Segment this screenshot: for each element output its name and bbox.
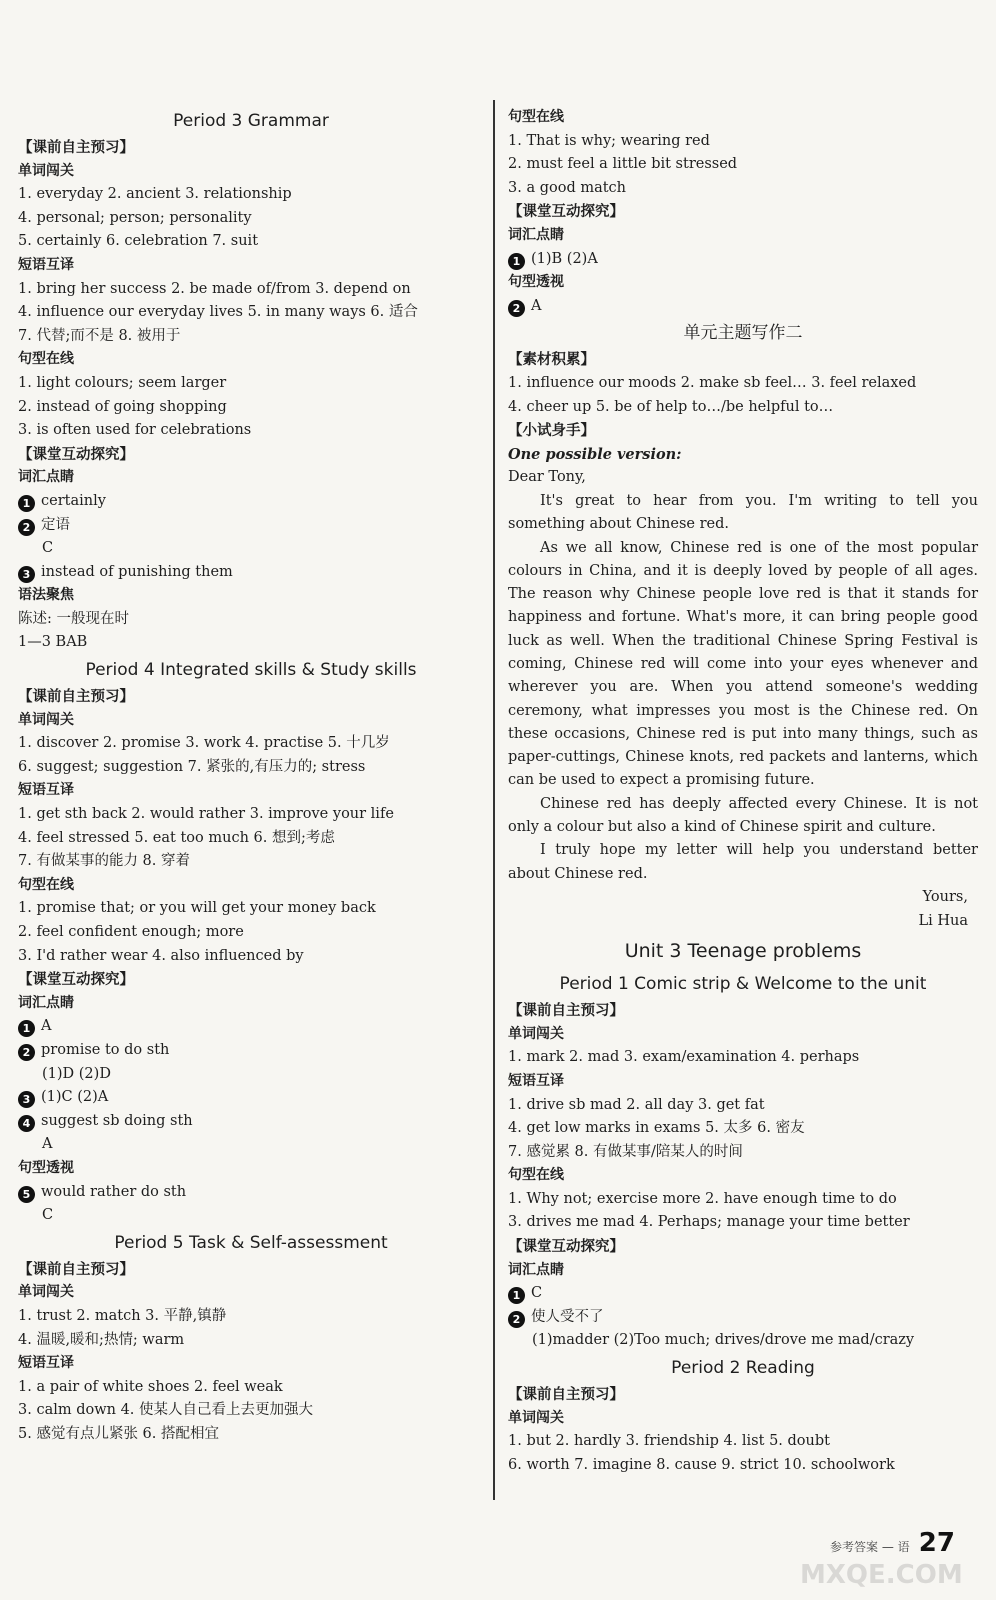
- section-header: 【素材积累】: [508, 351, 595, 369]
- answer-line: 1. mark 2. mad 3. exam/examination 4. perhaps: [508, 1049, 860, 1066]
- page-number: 27: [918, 1528, 955, 1558]
- answer-line: 7. 有做某事的能力 8. 穿着: [18, 853, 190, 870]
- subsection-label: 短语互译: [18, 1355, 74, 1372]
- signature-line: Li Hua: [918, 912, 968, 929]
- numbered-answer: [18, 561, 484, 585]
- numbered-answer: [18, 490, 484, 514]
- answer-line: 1. get sth back 2. would rather 3. improve your life: [18, 806, 394, 823]
- answer-text: (1)B (2)A: [531, 250, 598, 267]
- answer-text: C: [531, 1285, 543, 1302]
- answer-text: promise to do sth: [41, 1041, 170, 1058]
- footer-label: 参考答案 — 语: [830, 1540, 910, 1554]
- numbered-answer: [508, 295, 978, 319]
- circled-number-icon: 2: [18, 519, 35, 536]
- section-title: 单元主题写作二: [683, 323, 803, 344]
- answer-line: 1—3 BAB: [18, 634, 88, 651]
- answer-text: suggest sb doing sth: [41, 1112, 193, 1129]
- circled-number-icon: 3: [18, 566, 35, 583]
- answer-line: 3. a good match: [508, 179, 627, 196]
- answer-line: 1. discover 2. promise 3. work 4. practise 5. 十几岁: [18, 735, 390, 752]
- answer-line: 1. bring her success 2. be made of/from 3. depend on: [18, 280, 411, 297]
- circled-number-icon: 2: [508, 1311, 525, 1328]
- answer-line: C: [42, 1207, 54, 1224]
- section-title: Period 5 Task & Self-assessment: [114, 1232, 388, 1253]
- answer-line: 1. trust 2. match 3. 平静,镇静: [18, 1307, 227, 1324]
- subsection-label: 词汇点睛: [508, 226, 564, 243]
- answer-line: 2. must feel a little bit stressed: [508, 156, 738, 173]
- circled-number-icon: 4: [18, 1115, 35, 1132]
- section-title: Period 2 Reading: [671, 1358, 815, 1379]
- column-divider: [493, 100, 495, 1500]
- subsection-label: 单词闯关: [18, 711, 74, 728]
- answer-text: certainly: [41, 492, 106, 509]
- subsection-label: 词汇点睛: [508, 1261, 564, 1278]
- page-footer: [830, 1528, 970, 1568]
- essay-paragraph: Chinese red has deeply affected every Chinese. It is not only a colour but also a kind of Chinese spirit and culture.: [508, 795, 978, 836]
- numbered-answer: [18, 1015, 484, 1039]
- answer-line: 2. instead of going shopping: [18, 398, 227, 415]
- subsection-label: 单词闯关: [18, 162, 74, 179]
- answer-text: 定语: [41, 516, 70, 533]
- answer-line: 4. influence our everyday lives 5. in many ways 6. 适合: [18, 304, 418, 321]
- answer-line: 1. Why not; exercise more 2. have enough time to do: [508, 1190, 897, 1207]
- answer-line: 7. 感觉累 8. 有做某事/陪某人的时间: [508, 1143, 743, 1160]
- section-header: 【课前自主预习】: [508, 1002, 624, 1020]
- answer-line: (1)D (2)D: [42, 1065, 111, 1082]
- answer-text: A: [531, 297, 542, 314]
- answer-line: 1. drive sb mad 2. all day 3. get fat: [508, 1096, 765, 1113]
- circled-number-icon: 1: [18, 1020, 35, 1037]
- subsection-label: 短语互译: [18, 782, 74, 799]
- answer-line: 陈述: 一般现在时: [18, 610, 129, 627]
- circled-number-icon: 3: [18, 1091, 35, 1108]
- answer-line: 3. is often used for celebrations: [18, 422, 252, 439]
- subsection-label: 句型在线: [508, 1167, 564, 1184]
- subsection-label: 句型透视: [18, 1159, 74, 1176]
- subsection-label: 单词闯关: [508, 1025, 564, 1042]
- essay-paragraph: It's great to hear from you. I'm writing to tell you something about Chinese red.: [508, 492, 978, 533]
- answer-line: Dear Tony,: [508, 469, 586, 486]
- answer-line: 4. get low marks in exams 5. 太多 6. 密友: [508, 1120, 805, 1137]
- section-header: 【课前自主预习】: [508, 1386, 624, 1404]
- answer-line: 6. suggest; suggestion 7. 紧张的,有压力的; stress: [18, 758, 366, 775]
- numbered-answer: [508, 248, 978, 272]
- answer-line: (1)madder (2)Too much; drives/drove me mad/crazy: [532, 1332, 915, 1349]
- section-header: 【课前自主预习】: [18, 688, 134, 706]
- subsection-label: 句型在线: [508, 109, 564, 125]
- answer-line: 1. but 2. hardly 3. friendship 4. list 5. doubt: [508, 1433, 830, 1450]
- left-column: [18, 106, 484, 1446]
- section-header: 【小试身手】: [508, 422, 595, 440]
- circled-number-icon: 2: [508, 300, 525, 317]
- section-title: Period 3 Grammar: [173, 111, 329, 131]
- subsection-label: 句型在线: [18, 876, 74, 893]
- watermark: MXQE.COM: [800, 1560, 963, 1590]
- numbered-answer: [508, 1306, 978, 1330]
- essay-paragraph: As we all know, Chinese red is one of the most popular colours in China, and it is deeply loved by people of all ages. The reason why Chinese people love red is that it stands for happiness and fortune. What's more, it can bring people good luck as well. When the traditional Chinese Spring Festival is coming, Chinese red will come into your eyes whenever and wherever you are. When you attend someone's wedding ceremony, what impresses you most is the Chinese red. On these occasions, Chinese red is put into many things, such as paper-cuttings, Chinese knots, red packets and lanterns, which can be used to expect a promising future.: [508, 539, 978, 789]
- subsection-label: 词汇点睛: [18, 469, 74, 486]
- circled-number-icon: 1: [508, 253, 525, 270]
- subsection-label: 词汇点睛: [18, 994, 74, 1011]
- section-header: 【课堂互动探究】: [18, 971, 134, 989]
- circled-number-icon: 1: [18, 495, 35, 512]
- answer-text: instead of punishing them: [41, 563, 233, 580]
- numbered-answer: [18, 514, 484, 538]
- answer-line: 1. everyday 2. ancient 3. relationship: [18, 186, 292, 203]
- section-header: 【课堂互动探究】: [508, 1238, 624, 1256]
- circled-number-icon: 1: [508, 1287, 525, 1304]
- subsection-label: 单词闯关: [18, 1284, 74, 1301]
- answer-line: 1. influence our moods 2. make sb feel… 3. feel relaxed: [508, 374, 917, 391]
- answer-line: 1. a pair of white shoes 2. feel weak: [18, 1378, 283, 1395]
- circled-number-icon: 2: [18, 1044, 35, 1061]
- answer-line: 3. I'd rather wear 4. also influenced by: [18, 947, 304, 964]
- answer-line: 1. That is why; wearing red: [508, 132, 710, 149]
- answer-text: A: [41, 1018, 52, 1035]
- numbered-answer: [18, 1039, 484, 1063]
- answer-text: 使人受不了: [531, 1308, 604, 1325]
- answer-line: 1. light colours; seem larger: [18, 374, 227, 391]
- section-header: 【课堂互动探究】: [18, 445, 134, 463]
- essay-paragraph: I truly hope my letter will help you understand better about Chinese red.: [508, 842, 978, 882]
- answer-line: C: [42, 540, 54, 557]
- answer-line: 6. worth 7. imagine 8. cause 9. strict 10. schoolwork: [508, 1456, 895, 1473]
- answer-text: would rather do sth: [41, 1183, 187, 1200]
- answer-text: (1)C (2)A: [41, 1089, 109, 1106]
- answer-line: 4. feel stressed 5. eat too much 6. 想到;考虑: [18, 829, 335, 846]
- answer-line: 3. calm down 4. 使某人自己看上去更加强大: [18, 1402, 314, 1419]
- section-header: 【课前自主预习】: [18, 139, 134, 156]
- answer-line: 5. 感觉有点儿紧张 6. 搭配相宜: [18, 1425, 219, 1442]
- answer-line: 3. drives me mad 4. Perhaps; manage your time better: [508, 1214, 910, 1231]
- answer-line: A: [42, 1136, 53, 1153]
- unit-title: Unit 3 Teenage problems: [624, 940, 862, 963]
- section-header: 【课堂互动探究】: [508, 203, 624, 221]
- section-title: Period 4 Integrated skills & Study skills: [85, 660, 417, 681]
- numbered-answer: [18, 1181, 484, 1205]
- answer-line: 5. certainly 6. celebration 7. suit: [18, 233, 259, 250]
- subsection-label: 短语互译: [508, 1072, 564, 1089]
- answer-line: 2. feel confident enough; more: [18, 924, 244, 940]
- answer-line: 1. promise that; or you will get your money back: [18, 900, 376, 917]
- subsection-label: 短语互译: [18, 256, 74, 273]
- answer-line: 7. 代替;而不是 8. 被用于: [18, 327, 181, 344]
- section-title: Period 1 Comic strip & Welcome to the unit: [559, 974, 927, 995]
- essay-label: One possible version:: [508, 445, 682, 463]
- numbered-answer: [18, 1086, 484, 1110]
- answer-line: 4. 温暖,暖和;热情; warm: [18, 1331, 185, 1348]
- right-column: [508, 106, 978, 1477]
- subsection-label: 句型透视: [508, 274, 564, 291]
- numbered-answer: [508, 1282, 978, 1306]
- answer-line: 4. personal; person; personality: [18, 209, 252, 226]
- answer-line: 4. cheer up 5. be of help to…/be helpful to…: [508, 398, 834, 415]
- subsection-label: 单词闯关: [508, 1409, 564, 1426]
- circled-number-icon: 5: [18, 1186, 35, 1203]
- numbered-answer: [18, 1110, 484, 1134]
- subsection-label: 语法聚焦: [18, 587, 74, 604]
- section-header: 【课前自主预习】: [18, 1260, 134, 1278]
- signature-line: Yours,: [922, 888, 968, 905]
- subsection-label: 句型在线: [18, 351, 74, 368]
